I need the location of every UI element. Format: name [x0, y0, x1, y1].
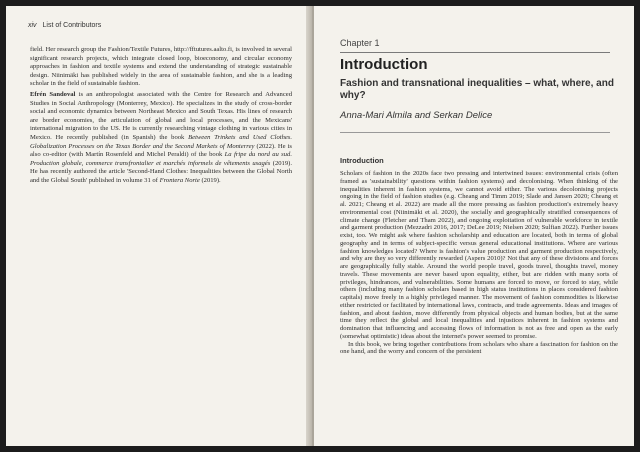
book-title-1: Between Trinkets and Used Clothes. Globalization Processes on the Texas Border and the Second Markets of Monterrey [30, 133, 293, 150]
running-head-title: List of Contributors [42, 22, 102, 29]
divider-middle [340, 132, 610, 133]
contributors-text [30, 46, 292, 188]
bio-text-2: (2022). He is also co-editor (with Martín Rosenfeld and Michel Peraldi) of the book [30, 142, 292, 159]
right-page [314, 6, 634, 446]
page-number: xiv [28, 22, 37, 29]
chapter-subtitle: Fashion and transnational inequalities – what, where, and why? [340, 78, 614, 101]
journal-title: Frontera Norte [159, 176, 200, 184]
book-title-2: La fripe du nord au sud. Production globale, commerce transfrontalier et marchés informels de vêtements usagés [30, 151, 292, 167]
divider-top [340, 52, 610, 53]
chapter-title: Introduction [340, 56, 428, 73]
bio-text-4: (2019). [199, 176, 221, 184]
body-paragraph-1: Scholars of fashion in the 2020s face two pressing and intertwined issues: environmental crisis (often framed as 'sustainability' questions within fashion systems) and decolonising. When thinking of the inequalities inherent in fashion systems, we cannot avoid either. The various decolonising projects ongoing in the field of fashion studies (e.g. Cheang and Timm 2019; Slade and Jansen 2020; Cheang et al. 2021; Cheang et al. 2022) are made all the more pressing as fashion production's extremely heavy environmental cost (Niinimäki et al. 2020), the socially and geographically stratified consequences of climate change (Fletcher and Tham 2022), and ongoing exploitation of vulnerable workforce in textile and garment production (Mezzadri 2016, 2017; DeLee 2019; Nielsen 2020; Sulfian 2022). Further issues exist, too. We might ask where fashion scholarship and education are located, both in terms of global geography and in terms of subject-specific versus general educational institutions. Where are various fashion knowledges located? Where is fashion's value production and garment production respectively, and why are they so very differently rewarded (Aspers 2010)? Not that any of these divisions and forces are geographically fully stable. Around the world people travel, goods travel, thoughts travel, money travels. These movements are never based upon equality, either, but are ridden with many sorts of privileges, hindrances, and vulnerabilities. Some humans are forced to move, or forced to stay, while others (including many fashion scholars based in high status institutions in places considered fashion capitals) move freely in a highly privileged manner. The movement of fashion commodities is likewise either restricted or facilitated by international laws, contracts, and trade agreements. Ideas and images of fashion, and about fashion, move differently from physical objects and human bodies, but at the same time they reflect the global and local inequalities and injustices inherent in fashion systems and domination that influencing and accessing flows of information is not as free and open as the early (somewhat optimistic) ideas about the internet's power seemed to promise. [340, 170, 618, 340]
bio-text-1: is an anthropologist associated with the Centre for Research and Advanced Studies in Social Anthropology (Monterrey, Mexico). He specializes in the study of cross-border social and economic dynamics between Northeast Mexico and South Texas. His lines of research are border economies, the articulation of global and local processes, and the Mexicans' international migration to the US. He is currently researching vintage clothing in various cities in Mexico. He recently published (in Spanish) the book [30, 90, 292, 141]
bio-text-3: (2019). He has recently authored the article 'Second-Hand Clothes: Inequalities between the Global North and the Global South' published in volume 31 of [30, 159, 292, 184]
chapter-authors: Anna-Mari Almila and Serkan Delice [340, 110, 493, 121]
continued-paragraph: field. Her research group the Fashion/Textile Futures, http://fftutures.aalto.fi, is involved in several significant research projects, which integrate closed loop, bioeconomy, and circular economy approaches in fashion and textile systems and extend the understanding of strategic sustainable design. Niinimäki has published widely in the area of sustainable fashion, and she is a leading scholar in the field of sustainable fashion. [30, 46, 292, 88]
section-heading: Introduction [340, 156, 384, 165]
chapter-label: Chapter 1 [340, 38, 380, 48]
contributor-name: Efrén Sandoval [30, 90, 76, 98]
left-page [6, 6, 313, 446]
contributor-bio [30, 91, 292, 186]
chapter-body [340, 170, 618, 356]
body-paragraph-2: In this book, we bring together contributions from scholars who share a fascination for fashion on the one hand, and the worry and concern of the persistent [340, 340, 618, 356]
running-head [28, 22, 101, 29]
